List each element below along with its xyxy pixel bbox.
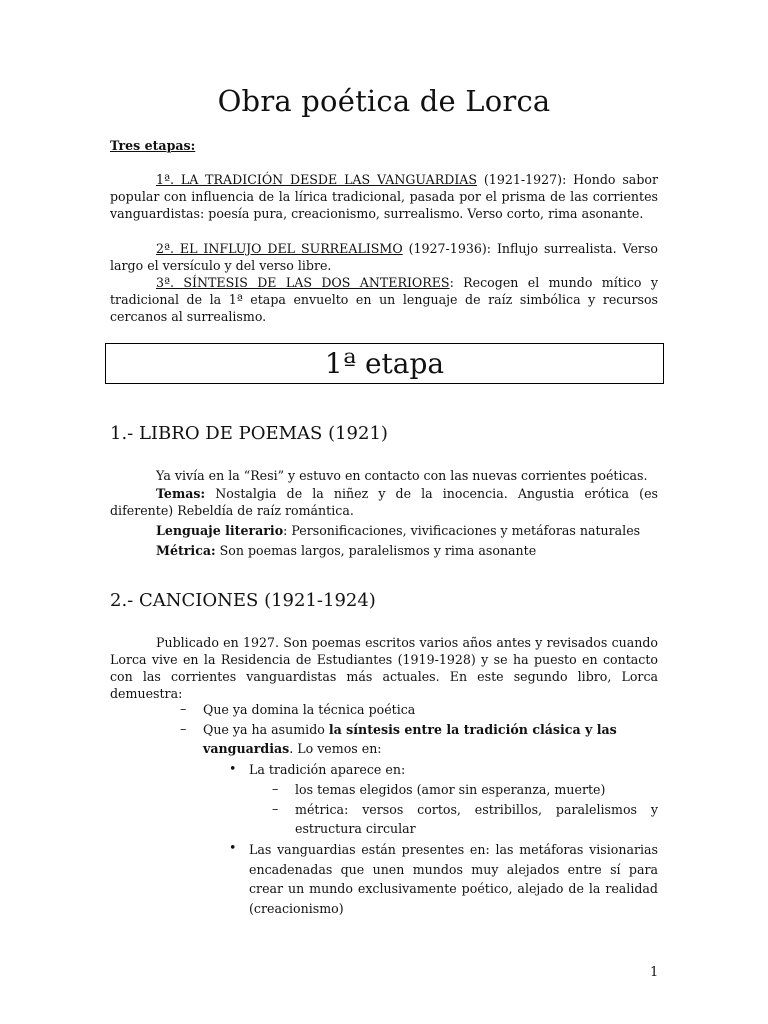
dash-marker: – [180, 701, 187, 716]
etapa1-paragraph [110, 171, 658, 222]
etapa1-label: 1ª. LA TRADICIÓN DESDE LAS VANGUARDIAS [156, 172, 478, 187]
dash-item-2-cont: vanguardias. Lo vemos en: [203, 741, 382, 756]
section1-temas [110, 485, 658, 519]
dash-item-1: Que ya domina la técnica poética [203, 702, 416, 717]
section2-paragraph: Publicado en 1927. Son poemas escritos varios años antes y revisados cuando Lorca vive en la Residencia de Estudiantes (1919-1928) y se ha puesto en contacto con las corrientes vanguardistas más actuales. En este segundo libro, Lorca demuestra: [110, 635, 658, 701]
sub-item-2: métrica: versos cortos, estribillos, paralelismos y [295, 802, 658, 817]
section1-metrica [110, 542, 658, 559]
section2-heading: 2.- CANCIONES (1921-1924) [110, 590, 376, 611]
etapa-box: 1ª etapa [105, 343, 664, 384]
bullet-marker: • [229, 840, 237, 855]
page-title: Obra poética de Lorca [217, 84, 551, 118]
bullet-item-2: Las vanguardias están presentes en: las metáforas visionarias encadenadas que unen mundos muy alejados entre sí para crear un mundo exclusivamente poético, alejado de la realidad (creacionismo) [249, 842, 658, 916]
etapa2-text: Influjo surrealista. Verso largo el versículo y del verso libre. [110, 241, 658, 273]
lenguaje-label: Lenguaje literario [156, 523, 284, 538]
sub-item-1: los temas elegidos (amor sin esperanza, muerte) [295, 782, 606, 797]
etapa3-label: 3ª. SÍNTESIS DE LAS DOS ANTERIORES [156, 275, 450, 290]
metrica-label: Métrica: [156, 543, 216, 558]
etapa2-paragraph [110, 240, 658, 274]
metrica-text: Son poemas largos, paralelismos y rima asonante [215, 543, 537, 558]
etapa3-paragraph [110, 274, 658, 325]
sub-item-2-cont: estructura circular [295, 821, 416, 836]
lenguaje-text: : Personificaciones, vivificaciones y metáforas naturales [283, 523, 641, 538]
page-number: 1 [650, 965, 659, 980]
bullet-item-1: La tradición aparece en: [249, 762, 406, 777]
dash-item-2: Que ya ha asumido la síntesis entre la tradición clásica y las [203, 722, 617, 737]
temas-label: Temas: [156, 486, 206, 501]
etapa2-label: 2ª. EL INFLUJO DEL SURREALISMO [156, 241, 403, 256]
dash-marker: – [180, 721, 187, 736]
etapa1-text: Hondo sabor popular con influencia de la lírica tradicional, pasada por el prisma de las corrientes vanguardistas: poesía pura, creacionismo, surrealismo. Verso corto, rima asonante. [110, 172, 658, 221]
bullet-marker: • [229, 761, 237, 776]
etapa1-dates: (1921-1927): [483, 172, 567, 187]
dash-marker: – [272, 801, 279, 816]
tres-etapas-heading: Tres etapas: [110, 138, 196, 153]
etapa3-text: : Recogen el mundo mítico y tradicional de la 1ª etapa envuelto en un lenguaje de raíz simbólica y recursos cercanos al surrealismo. [110, 275, 658, 324]
section1-line1: Ya vivía en la “Resi” y estuvo en contacto con las nuevas corrientes poéticas. [156, 468, 648, 483]
etapa2-dates: (1927-1936): [402, 241, 492, 256]
section1-heading: 1.- LIBRO DE POEMAS (1921) [110, 423, 388, 444]
dash-marker: – [272, 781, 279, 796]
section1-lenguaje [110, 522, 658, 539]
temas-text: Nostalgia de la niñez y de la inocencia. Angustia erótica (es diferente) Rebeldía de raíz romántica. [110, 486, 658, 518]
